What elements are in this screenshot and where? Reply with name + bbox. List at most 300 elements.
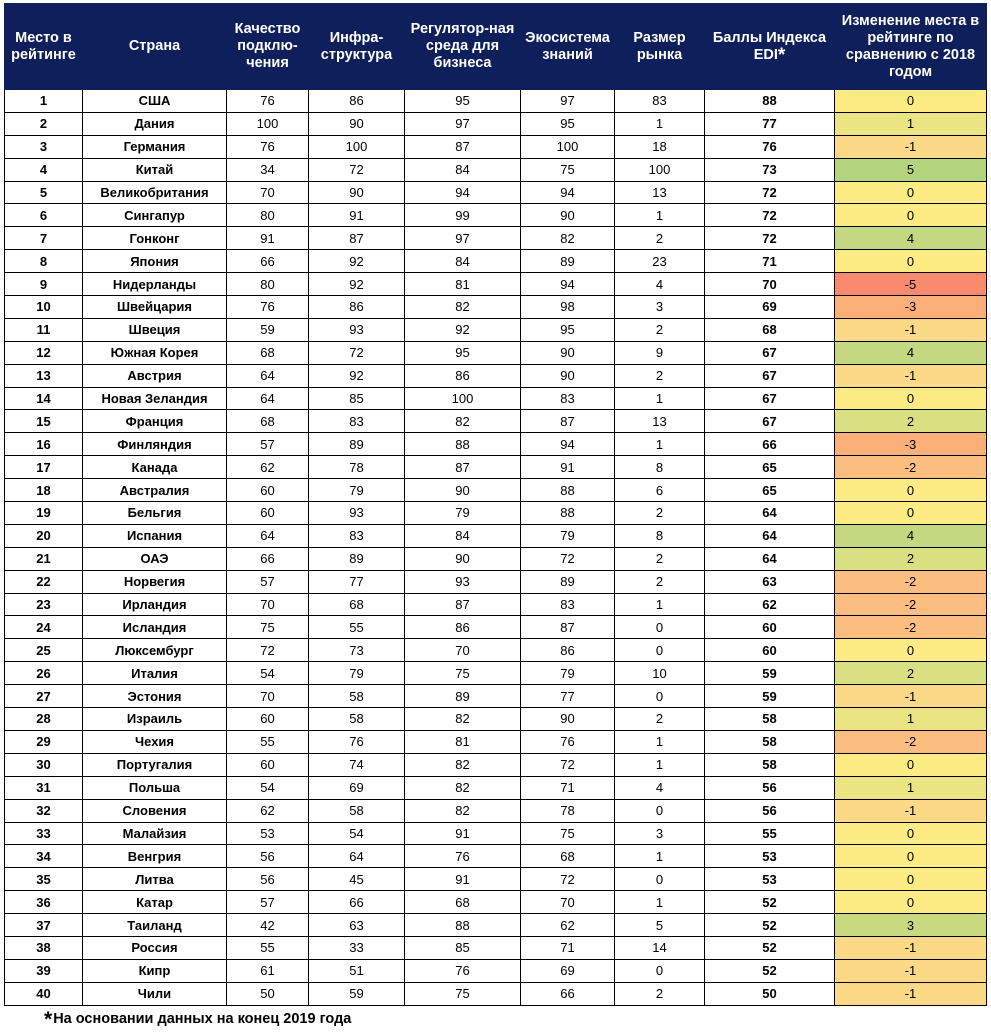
footnote-star: * <box>44 1008 53 1031</box>
connectivity-cell: 56 <box>227 868 309 891</box>
country-cell: Литва <box>83 868 227 891</box>
infrastructure-cell: 55 <box>309 616 405 639</box>
country-cell: Швеция <box>83 318 227 341</box>
regulatory-cell: 93 <box>405 570 521 593</box>
regulatory-cell: 84 <box>405 250 521 273</box>
edi-ranking-table <box>4 3 987 1006</box>
header-edi-score-star: * <box>777 44 786 66</box>
knowledge-cell: 71 <box>521 936 615 959</box>
edi-score-cell: 53 <box>705 845 835 868</box>
rank-cell: 22 <box>5 570 83 593</box>
rank-change-cell: -1 <box>835 685 987 708</box>
rank-change-cell: -2 <box>835 456 987 479</box>
rank-change-cell: 4 <box>835 227 987 250</box>
rank-change-cell: 2 <box>835 662 987 685</box>
infrastructure-cell: 93 <box>309 502 405 525</box>
table-row <box>5 776 987 799</box>
country-cell: Австрия <box>83 364 227 387</box>
rank-cell: 8 <box>5 250 83 273</box>
infrastructure-cell: 58 <box>309 685 405 708</box>
market-size-cell: 2 <box>615 502 705 525</box>
header-country: Страна <box>83 4 227 90</box>
edi-score-cell: 76 <box>705 135 835 158</box>
market-size-cell: 1 <box>615 433 705 456</box>
connectivity-cell: 62 <box>227 799 309 822</box>
edi-score-cell: 67 <box>705 387 835 410</box>
connectivity-cell: 64 <box>227 387 309 410</box>
rank-change-cell: -2 <box>835 570 987 593</box>
market-size-cell: 3 <box>615 822 705 845</box>
footnote-text: На основании данных на конец 2019 года <box>53 1011 352 1027</box>
rank-cell: 12 <box>5 341 83 364</box>
infrastructure-cell: 92 <box>309 364 405 387</box>
country-cell: Чехия <box>83 730 227 753</box>
regulatory-cell: 90 <box>405 547 521 570</box>
market-size-cell: 2 <box>615 364 705 387</box>
rank-change-cell: 0 <box>835 822 987 845</box>
regulatory-cell: 94 <box>405 181 521 204</box>
infrastructure-cell: 90 <box>309 112 405 135</box>
infrastructure-cell: 54 <box>309 822 405 845</box>
regulatory-cell: 70 <box>405 639 521 662</box>
market-size-cell: 8 <box>615 456 705 479</box>
edi-score-cell: 56 <box>705 776 835 799</box>
connectivity-cell: 55 <box>227 936 309 959</box>
country-cell: Исландия <box>83 616 227 639</box>
table-row <box>5 158 987 181</box>
market-size-cell: 100 <box>615 158 705 181</box>
rank-cell: 9 <box>5 273 83 296</box>
knowledge-cell: 90 <box>521 341 615 364</box>
rank-change-cell: 3 <box>835 914 987 937</box>
header-row <box>5 4 987 90</box>
table-row <box>5 845 987 868</box>
rank-cell: 33 <box>5 822 83 845</box>
country-cell: Великобритания <box>83 181 227 204</box>
rank-cell: 28 <box>5 708 83 731</box>
regulatory-cell: 97 <box>405 227 521 250</box>
country-cell: Дания <box>83 112 227 135</box>
infrastructure-cell: 83 <box>309 524 405 547</box>
regulatory-cell: 82 <box>405 753 521 776</box>
infrastructure-cell: 89 <box>309 433 405 456</box>
table-row <box>5 547 987 570</box>
connectivity-cell: 57 <box>227 433 309 456</box>
regulatory-cell: 82 <box>405 296 521 319</box>
table-row <box>5 318 987 341</box>
connectivity-cell: 62 <box>227 456 309 479</box>
knowledge-cell: 72 <box>521 868 615 891</box>
table-row <box>5 662 987 685</box>
edi-score-cell: 52 <box>705 914 835 937</box>
country-cell: США <box>83 90 227 113</box>
knowledge-cell: 75 <box>521 822 615 845</box>
table-row <box>5 639 987 662</box>
table-row <box>5 250 987 273</box>
regulatory-cell: 82 <box>405 799 521 822</box>
connectivity-cell: 76 <box>227 135 309 158</box>
market-size-cell: 1 <box>615 593 705 616</box>
connectivity-cell: 34 <box>227 158 309 181</box>
country-cell: Китай <box>83 158 227 181</box>
rank-cell: 19 <box>5 502 83 525</box>
rank-change-cell: 1 <box>835 708 987 731</box>
regulatory-cell: 84 <box>405 524 521 547</box>
edi-score-cell: 50 <box>705 982 835 1005</box>
infrastructure-cell: 68 <box>309 593 405 616</box>
header-regulatory: Регулятор-ная среда для бизнеса <box>405 4 521 90</box>
connectivity-cell: 70 <box>227 181 309 204</box>
market-size-cell: 0 <box>615 868 705 891</box>
edi-score-cell: 72 <box>705 204 835 227</box>
connectivity-cell: 60 <box>227 479 309 502</box>
edi-score-cell: 65 <box>705 456 835 479</box>
table-row <box>5 822 987 845</box>
connectivity-cell: 50 <box>227 982 309 1005</box>
market-size-cell: 23 <box>615 250 705 273</box>
infrastructure-cell: 79 <box>309 662 405 685</box>
regulatory-cell: 75 <box>405 662 521 685</box>
connectivity-cell: 76 <box>227 296 309 319</box>
infrastructure-cell: 78 <box>309 456 405 479</box>
country-cell: Россия <box>83 936 227 959</box>
infrastructure-cell: 89 <box>309 547 405 570</box>
rank-cell: 5 <box>5 181 83 204</box>
table-row <box>5 891 987 914</box>
market-size-cell: 4 <box>615 776 705 799</box>
regulatory-cell: 81 <box>405 730 521 753</box>
market-size-cell: 6 <box>615 479 705 502</box>
regulatory-cell: 95 <box>405 341 521 364</box>
infrastructure-cell: 33 <box>309 936 405 959</box>
table-row <box>5 341 987 364</box>
infrastructure-cell: 72 <box>309 341 405 364</box>
infrastructure-cell: 76 <box>309 730 405 753</box>
table-row <box>5 90 987 113</box>
table-row <box>5 479 987 502</box>
rank-cell: 10 <box>5 296 83 319</box>
rank-cell: 36 <box>5 891 83 914</box>
rank-change-cell: 2 <box>835 547 987 570</box>
connectivity-cell: 66 <box>227 250 309 273</box>
regulatory-cell: 81 <box>405 273 521 296</box>
regulatory-cell: 88 <box>405 914 521 937</box>
header-connectivity: Качество подклю-чения <box>227 4 309 90</box>
regulatory-cell: 87 <box>405 593 521 616</box>
rank-change-cell: 0 <box>835 250 987 273</box>
country-cell: Чили <box>83 982 227 1005</box>
table-row <box>5 685 987 708</box>
market-size-cell: 3 <box>615 296 705 319</box>
country-cell: ОАЭ <box>83 547 227 570</box>
edi-score-cell: 72 <box>705 181 835 204</box>
rank-cell: 27 <box>5 685 83 708</box>
market-size-cell: 2 <box>615 227 705 250</box>
infrastructure-cell: 85 <box>309 387 405 410</box>
rank-change-cell: 5 <box>835 158 987 181</box>
rank-change-cell: 1 <box>835 776 987 799</box>
edi-score-cell: 64 <box>705 502 835 525</box>
knowledge-cell: 89 <box>521 250 615 273</box>
infrastructure-cell: 83 <box>309 410 405 433</box>
rank-change-cell: 4 <box>835 524 987 547</box>
country-cell: Польша <box>83 776 227 799</box>
regulatory-cell: 87 <box>405 456 521 479</box>
rank-cell: 23 <box>5 593 83 616</box>
market-size-cell: 9 <box>615 341 705 364</box>
country-cell: Австралия <box>83 479 227 502</box>
edi-score-cell: 58 <box>705 708 835 731</box>
market-size-cell: 1 <box>615 891 705 914</box>
infrastructure-cell: 91 <box>309 204 405 227</box>
rank-change-cell: -2 <box>835 730 987 753</box>
connectivity-cell: 64 <box>227 524 309 547</box>
rank-change-cell: 0 <box>835 181 987 204</box>
table-row <box>5 456 987 479</box>
country-cell: Словения <box>83 799 227 822</box>
infrastructure-cell: 72 <box>309 158 405 181</box>
country-cell: Эстония <box>83 685 227 708</box>
table-row <box>5 868 987 891</box>
rank-change-cell: -2 <box>835 616 987 639</box>
regulatory-cell: 100 <box>405 387 521 410</box>
connectivity-cell: 80 <box>227 273 309 296</box>
market-size-cell: 0 <box>615 799 705 822</box>
table-row <box>5 593 987 616</box>
rank-change-cell: 0 <box>835 204 987 227</box>
connectivity-cell: 60 <box>227 753 309 776</box>
knowledge-cell: 87 <box>521 410 615 433</box>
connectivity-cell: 70 <box>227 685 309 708</box>
rank-cell: 14 <box>5 387 83 410</box>
edi-score-cell: 88 <box>705 90 835 113</box>
market-size-cell: 4 <box>615 273 705 296</box>
rank-change-cell: -1 <box>835 982 987 1005</box>
connectivity-cell: 53 <box>227 822 309 845</box>
table-row <box>5 387 987 410</box>
country-cell: Таиланд <box>83 914 227 937</box>
table-row <box>5 433 987 456</box>
rank-cell: 11 <box>5 318 83 341</box>
connectivity-cell: 66 <box>227 547 309 570</box>
connectivity-cell: 60 <box>227 502 309 525</box>
infrastructure-cell: 58 <box>309 799 405 822</box>
rank-cell: 38 <box>5 936 83 959</box>
connectivity-cell: 60 <box>227 708 309 731</box>
market-size-cell: 2 <box>615 708 705 731</box>
table-row <box>5 570 987 593</box>
regulatory-cell: 88 <box>405 433 521 456</box>
regulatory-cell: 82 <box>405 708 521 731</box>
rank-change-cell: 0 <box>835 639 987 662</box>
regulatory-cell: 82 <box>405 776 521 799</box>
edi-score-cell: 52 <box>705 891 835 914</box>
rank-cell: 30 <box>5 753 83 776</box>
rank-cell: 7 <box>5 227 83 250</box>
table-row <box>5 502 987 525</box>
table-body <box>5 90 987 1006</box>
table-row <box>5 730 987 753</box>
connectivity-cell: 64 <box>227 364 309 387</box>
regulatory-cell: 76 <box>405 845 521 868</box>
market-size-cell: 8 <box>615 524 705 547</box>
rank-cell: 17 <box>5 456 83 479</box>
country-cell: Канада <box>83 456 227 479</box>
rank-change-cell: -1 <box>835 936 987 959</box>
table-row <box>5 959 987 982</box>
knowledge-cell: 87 <box>521 616 615 639</box>
infrastructure-cell: 100 <box>309 135 405 158</box>
country-cell: Гонконг <box>83 227 227 250</box>
table-row <box>5 204 987 227</box>
rank-change-cell: -5 <box>835 273 987 296</box>
regulatory-cell: 86 <box>405 616 521 639</box>
knowledge-cell: 82 <box>521 227 615 250</box>
rank-cell: 18 <box>5 479 83 502</box>
table-row <box>5 914 987 937</box>
country-cell: Малайзия <box>83 822 227 845</box>
connectivity-cell: 54 <box>227 662 309 685</box>
rank-cell: 1 <box>5 90 83 113</box>
knowledge-cell: 70 <box>521 891 615 914</box>
rank-change-cell: 0 <box>835 868 987 891</box>
rank-cell: 3 <box>5 135 83 158</box>
country-cell: Италия <box>83 662 227 685</box>
edi-score-cell: 59 <box>705 685 835 708</box>
market-size-cell: 2 <box>615 570 705 593</box>
header-edi-score <box>705 4 835 90</box>
connectivity-cell: 61 <box>227 959 309 982</box>
infrastructure-cell: 59 <box>309 982 405 1005</box>
knowledge-cell: 78 <box>521 799 615 822</box>
knowledge-cell: 100 <box>521 135 615 158</box>
rank-cell: 40 <box>5 982 83 1005</box>
knowledge-cell: 90 <box>521 364 615 387</box>
header-market-size: Размер рынка <box>615 4 705 90</box>
table-row <box>5 296 987 319</box>
connectivity-cell: 57 <box>227 570 309 593</box>
edi-score-cell: 67 <box>705 410 835 433</box>
edi-score-cell: 52 <box>705 959 835 982</box>
market-size-cell: 1 <box>615 112 705 135</box>
infrastructure-cell: 73 <box>309 639 405 662</box>
infrastructure-cell: 64 <box>309 845 405 868</box>
knowledge-cell: 77 <box>521 685 615 708</box>
rank-cell: 26 <box>5 662 83 685</box>
knowledge-cell: 91 <box>521 456 615 479</box>
knowledge-cell: 68 <box>521 845 615 868</box>
edi-score-cell: 73 <box>705 158 835 181</box>
knowledge-cell: 95 <box>521 112 615 135</box>
edi-score-cell: 69 <box>705 296 835 319</box>
rank-cell: 24 <box>5 616 83 639</box>
header-rank: Место в рейтинге <box>5 4 83 90</box>
rank-change-cell: -1 <box>835 364 987 387</box>
rank-cell: 15 <box>5 410 83 433</box>
rank-cell: 2 <box>5 112 83 135</box>
edi-score-cell: 64 <box>705 524 835 547</box>
country-cell: Израиль <box>83 708 227 731</box>
infrastructure-cell: 77 <box>309 570 405 593</box>
market-size-cell: 1 <box>615 204 705 227</box>
country-cell: Финляндия <box>83 433 227 456</box>
edi-score-cell: 59 <box>705 662 835 685</box>
edi-score-cell: 68 <box>705 318 835 341</box>
header-infrastructure: Инфра-структура <box>309 4 405 90</box>
knowledge-cell: 86 <box>521 639 615 662</box>
regulatory-cell: 92 <box>405 318 521 341</box>
infrastructure-cell: 86 <box>309 90 405 113</box>
regulatory-cell: 87 <box>405 135 521 158</box>
knowledge-cell: 76 <box>521 730 615 753</box>
rank-cell: 31 <box>5 776 83 799</box>
market-size-cell: 18 <box>615 135 705 158</box>
knowledge-cell: 97 <box>521 90 615 113</box>
infrastructure-cell: 63 <box>309 914 405 937</box>
regulatory-cell: 97 <box>405 112 521 135</box>
knowledge-cell: 62 <box>521 914 615 937</box>
rank-cell: 39 <box>5 959 83 982</box>
country-cell: Швейцария <box>83 296 227 319</box>
connectivity-cell: 70 <box>227 593 309 616</box>
country-cell: Кипр <box>83 959 227 982</box>
market-size-cell: 2 <box>615 982 705 1005</box>
rank-cell: 25 <box>5 639 83 662</box>
rank-change-cell: 2 <box>835 410 987 433</box>
connectivity-cell: 91 <box>227 227 309 250</box>
rank-change-cell: -1 <box>835 135 987 158</box>
country-cell: Люксембург <box>83 639 227 662</box>
rank-change-cell: -3 <box>835 433 987 456</box>
infrastructure-cell: 66 <box>309 891 405 914</box>
country-cell: Ирландия <box>83 593 227 616</box>
regulatory-cell: 76 <box>405 959 521 982</box>
market-size-cell: 10 <box>615 662 705 685</box>
knowledge-cell: 66 <box>521 982 615 1005</box>
knowledge-cell: 90 <box>521 708 615 731</box>
market-size-cell: 0 <box>615 959 705 982</box>
infrastructure-cell: 86 <box>309 296 405 319</box>
connectivity-cell: 76 <box>227 90 309 113</box>
edi-score-cell: 58 <box>705 730 835 753</box>
regulatory-cell: 95 <box>405 90 521 113</box>
knowledge-cell: 94 <box>521 181 615 204</box>
country-cell: Бельгия <box>83 502 227 525</box>
connectivity-cell: 75 <box>227 616 309 639</box>
market-size-cell: 1 <box>615 730 705 753</box>
table-row <box>5 616 987 639</box>
rank-change-cell: -3 <box>835 296 987 319</box>
market-size-cell: 2 <box>615 547 705 570</box>
country-cell: Испания <box>83 524 227 547</box>
rank-cell: 34 <box>5 845 83 868</box>
table-row <box>5 753 987 776</box>
connectivity-cell: 54 <box>227 776 309 799</box>
country-cell: Южная Корея <box>83 341 227 364</box>
rank-change-cell: -1 <box>835 959 987 982</box>
country-cell: Нидерланды <box>83 273 227 296</box>
header-knowledge: Экосистема знаний <box>521 4 615 90</box>
knowledge-cell: 72 <box>521 547 615 570</box>
table-row <box>5 112 987 135</box>
market-size-cell: 14 <box>615 936 705 959</box>
table-row <box>5 982 987 1005</box>
table-row <box>5 410 987 433</box>
rank-cell: 6 <box>5 204 83 227</box>
infrastructure-cell: 93 <box>309 318 405 341</box>
table-row <box>5 799 987 822</box>
infrastructure-cell: 92 <box>309 273 405 296</box>
